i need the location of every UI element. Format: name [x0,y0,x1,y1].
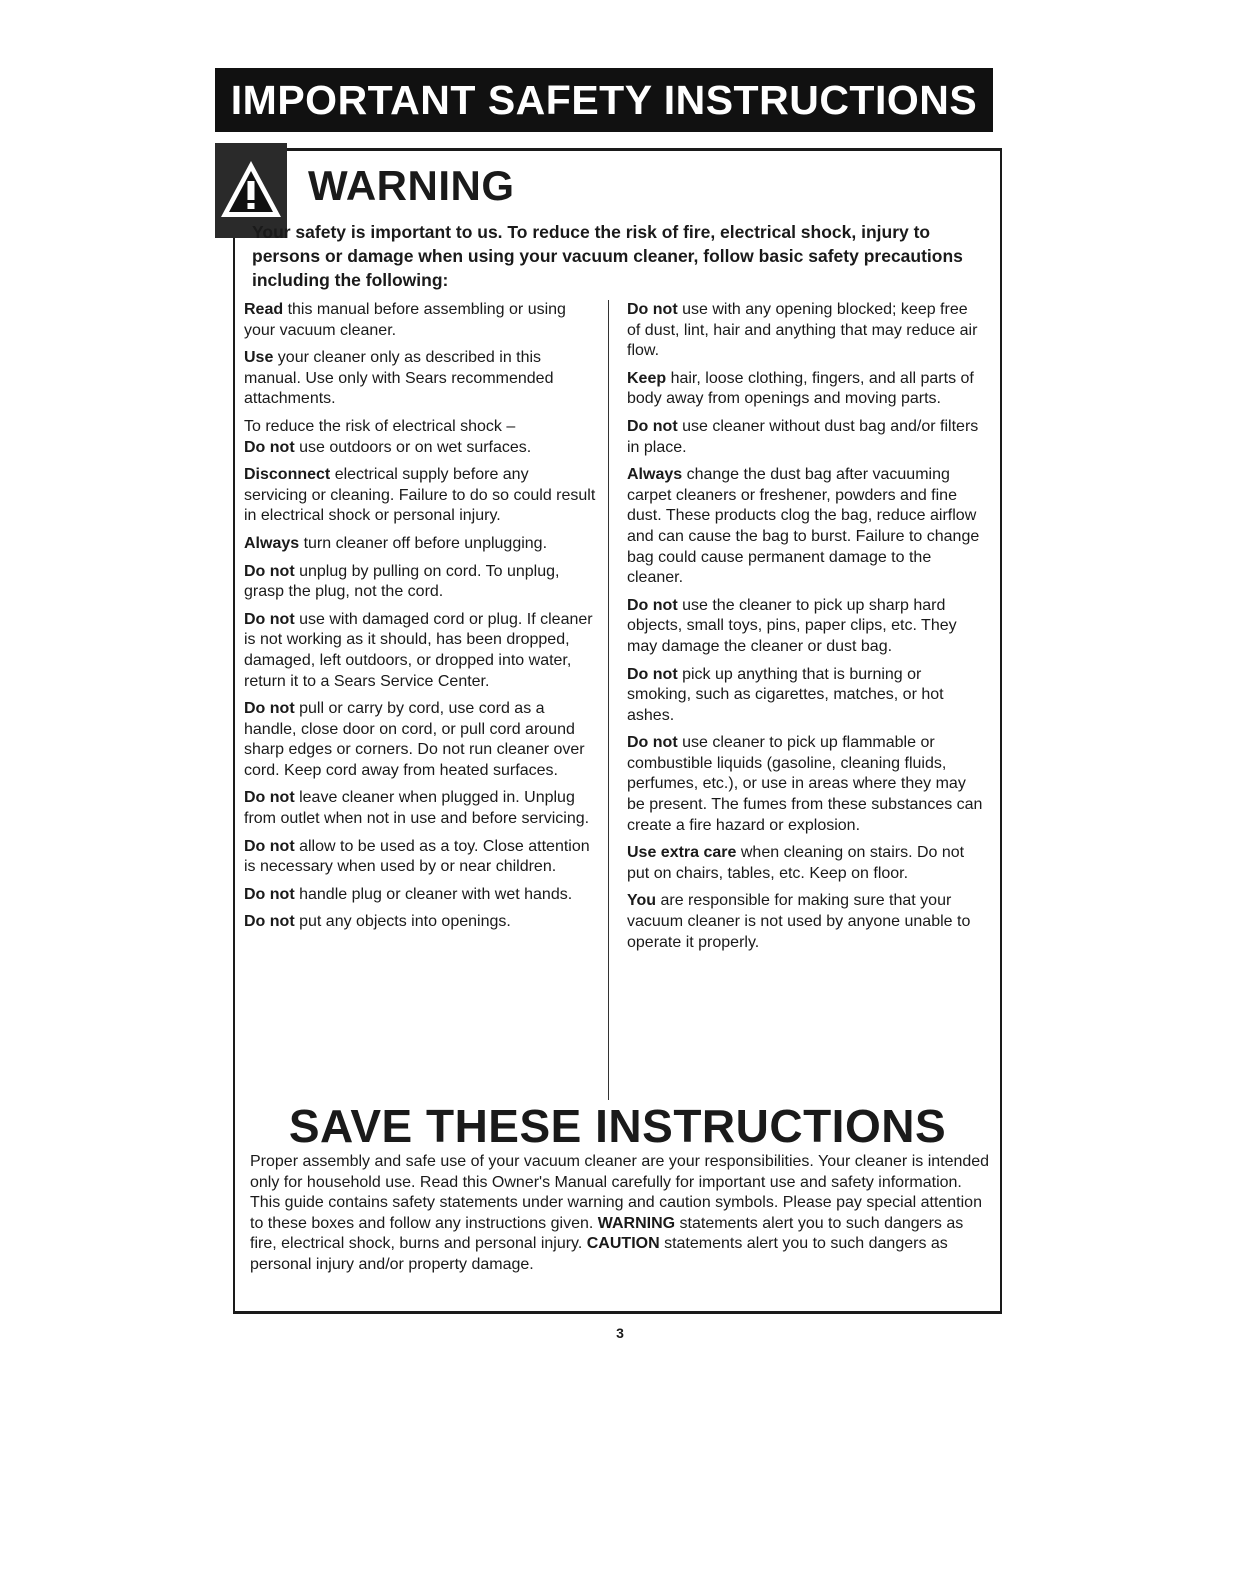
item-lead: Always [627,466,683,484]
safety-item [627,465,985,589]
left-column [244,300,596,940]
safety-item [244,837,596,878]
safety-item [244,562,596,603]
item-text: change the dust bag after vacuuming carpet cleaners or freshener, powders and fine dust. These products clog the bag, reduce airflow and can cause the bag to burst. Failure to change bag could cause permanent damage to the cleaner. [627,466,980,587]
safety-item [244,885,596,906]
item-text: your cleaner only as described in this manual. Use only with Sears recommended attachments. [244,349,554,408]
paragraph-text: statements alert you to such dangers as personal injury and/or property damage. [250,1235,948,1273]
item-text: use the cleaner to pick up sharp hard objects, small toys, pins, paper clips, etc. They may damage the cleaner or dust bag. [627,596,957,655]
safety-item [627,596,985,658]
safety-item [627,891,985,953]
item-lead: Keep [627,369,667,387]
safety-item [244,788,596,829]
item-text: hair, loose clothing, fingers, and all parts of body away from openings and moving parts. [627,369,974,408]
item-text: use with any opening blocked; keep free of dust, lint, hair and anything that may reduce air flow. [627,301,978,360]
item-lead: You [627,892,657,910]
item-text: when cleaning on stairs. Do not put on chairs, tables, etc. Keep on floor. [627,844,965,882]
item-lead: Do not [244,610,295,628]
item-text: To reduce the risk of electrical shock – [244,417,516,435]
item-text: use with damaged cord or plug. If cleaner is not working as it should, has been dropped, damaged, left outdoors, or dropped into water, return it to a Sears Service Center. [244,610,593,690]
item-text: use cleaner to pick up flammable or combustible liquids (gasoline, cleaning fluids, perfumes, etc.), or use in areas where they may be present. The fumes from these substances can create a fire hazard or explosion. [627,734,983,834]
item-lead: Do not [244,700,295,718]
safety-banner: IMPORTANT SAFETY INSTRUCTIONS [215,68,993,132]
save-instructions-paragraph [250,1152,990,1275]
warning-triangle-icon [219,157,283,221]
safety-item [627,665,985,727]
item-lead: Do not [627,665,678,683]
item-text: handle plug or cleaner with wet hands. [294,885,573,903]
item-lead: Use [244,349,274,367]
safety-item [244,610,596,692]
column-divider [608,300,609,1100]
item-text: this manual before assembling or using your vacuum cleaner. [244,301,566,339]
item-lead: Do not [627,301,678,318]
item-lead: Do not [244,837,295,855]
warning-intro: Your safety is important to us. To reduce the risk of fire, electrical shock, injury to persons or damage when using your vacuum cleaner, follow basic safety precautions including the following: [252,222,963,290]
item-text: put any objects into openings. [294,913,511,931]
item-text: allow to be used as a toy. Close attention is necessary when used by or near children. [244,837,590,876]
item-text: are responsible for making sure that your vacuum cleaner is not used by anyone unable to operate it properly. [627,892,971,951]
page-number: 3 [616,1325,624,1341]
item-lead: Always [244,534,300,552]
item-lead: Do not [627,596,678,614]
item-text: turn cleaner off before unplugging. [299,534,548,552]
safety-item [627,733,985,836]
warning-title: WARNING [308,162,515,209]
item-text: electrical supply before any servicing or cleaning. Failure to do so could result in electrical shock or personal injury. [244,466,596,525]
safety-item [244,465,596,527]
save-instructions-title: SAVE THESE INSTRUCTIONS [288,1100,947,1152]
item-lead: Do not [244,438,295,456]
right-column [627,300,985,960]
safety-item [627,843,985,884]
item-lead: Use extra care [627,844,737,862]
item-text: unplug by pulling on cord. To unplug, grasp the plug, not the cord. [244,562,560,601]
item-lead: Do not [627,417,678,435]
item-text: use cleaner without dust bag and/or filters in place. [627,417,979,456]
safety-item [627,369,985,410]
caution-word: CAUTION [586,1235,660,1252]
item-lead: Do not [244,562,295,580]
item-lead: Read [244,301,284,318]
safety-item [627,417,985,458]
item-lead: Do not [244,885,295,903]
item-lead: Do not [627,734,678,752]
safety-item [244,300,596,341]
item-text: pull or carry by cord, use cord as a handle, close door on cord, or pull cord around sharp edges or corners. Do not run cleaner over cord. Keep cord away from heated surfaces. [244,700,585,779]
safety-item [244,348,596,410]
item-lead: Do not [244,913,295,931]
item-text: leave cleaner when plugged in. Unplug from outlet when not in use and before servicing. [244,789,590,828]
safety-item [244,534,596,555]
item-text: use outdoors or on wet surfaces. [294,438,532,456]
paragraph-text: statements alert you to such dangers as fire, electrical shock, burns and personal injury. [250,1214,964,1252]
warning-word: WARNING [597,1214,676,1232]
item-lead: Disconnect [244,466,331,484]
safety-item [627,300,985,362]
safety-item [244,699,596,781]
safety-item [244,417,596,458]
item-text: pick up anything that is burning or smoking, such as cigarettes, matches, or hot ashes. [627,665,944,724]
paragraph-text: Proper assembly and safe use of your vacuum cleaner are your responsibilities. Your cleaner is intended only for household use. Read this Owner's Manual carefully for important use and safety information. This guide contains safety statements under warning and caution symbols. Please pay special attention to these boxes and follow any instructions given. [250,1153,990,1232]
item-lead: Do not [244,789,295,807]
safety-item [244,912,596,933]
